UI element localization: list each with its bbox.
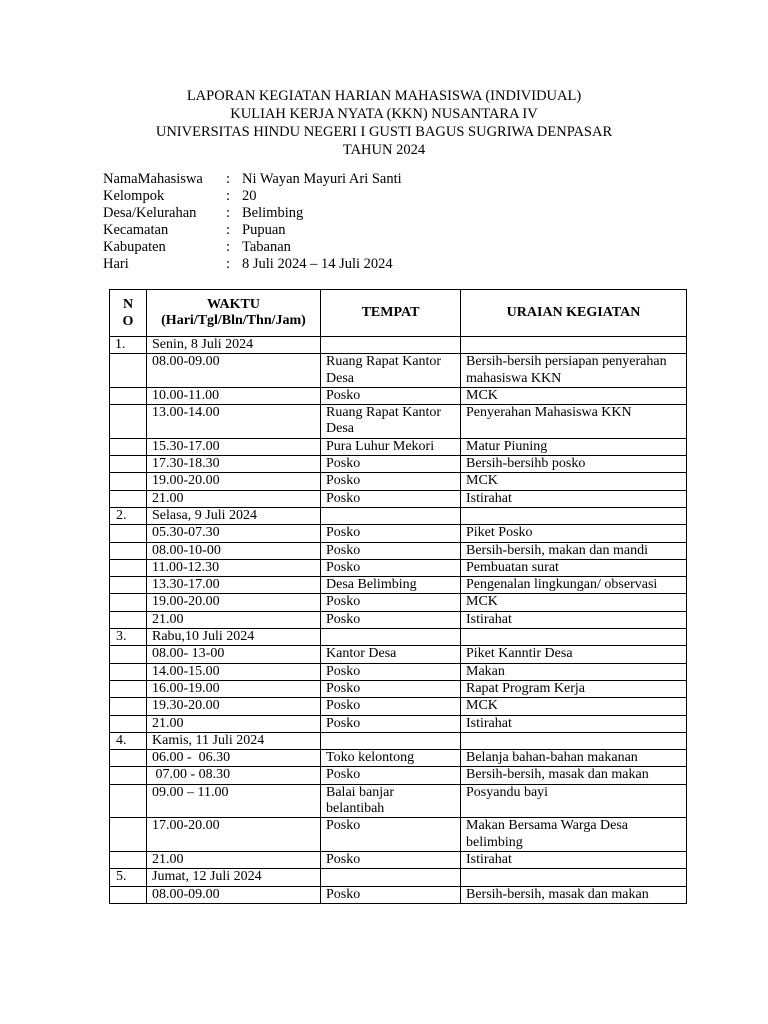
info-separator: : bbox=[226, 256, 231, 272]
cell-tempat: Posko bbox=[321, 525, 461, 542]
table-row bbox=[110, 405, 687, 439]
cell-no bbox=[110, 646, 147, 663]
info-separator: : bbox=[226, 205, 231, 221]
cell-uraian: Piket Kanntir Desa bbox=[461, 646, 687, 663]
cell-no bbox=[110, 387, 147, 404]
cell-waktu: 19.30-20.00 bbox=[147, 698, 321, 715]
table-body bbox=[110, 337, 687, 904]
cell-no bbox=[110, 750, 147, 767]
cell-no bbox=[110, 542, 147, 559]
info-value: Belimbing bbox=[242, 205, 304, 221]
cell-tempat: Posko bbox=[321, 680, 461, 697]
cell-waktu: 14.00-15.00 bbox=[147, 663, 321, 680]
cell-uraian bbox=[461, 507, 687, 524]
info-value: 20 bbox=[242, 188, 257, 204]
cell-uraian: Istirahat bbox=[461, 851, 687, 868]
info-label: NamaMahasiswa bbox=[103, 171, 203, 187]
table-row-day bbox=[110, 337, 687, 354]
cell-uraian: Bersih-bersihb posko bbox=[461, 456, 687, 473]
cell-uraian: Istirahat bbox=[461, 490, 687, 507]
cell-waktu: 08.00-09.00 bbox=[147, 354, 321, 388]
student-info bbox=[103, 171, 402, 273]
info-separator: : bbox=[226, 222, 231, 238]
info-row-name bbox=[103, 171, 402, 188]
cell-waktu: Rabu,10 Juli 2024 bbox=[147, 629, 321, 646]
table-row bbox=[110, 611, 687, 628]
info-separator: : bbox=[226, 239, 231, 255]
table-row bbox=[110, 818, 687, 852]
cell-waktu: Jumat, 12 Juli 2024 bbox=[147, 869, 321, 886]
cell-uraian: Posyandu bayi bbox=[461, 784, 687, 818]
header-program: KULIAH KERJA NYATA (KKN) NUSANTARA IV bbox=[230, 106, 538, 122]
column-header-no-line1: N bbox=[122, 297, 134, 312]
header-university: UNIVERSITAS HINDU NEGERI I GUSTI BAGUS SUGRIWA DENPASAR bbox=[155, 124, 613, 140]
table-row bbox=[110, 559, 687, 576]
column-header-waktu-line2: (Hari/Tgl/Bln/Thn/Jam) bbox=[161, 313, 306, 328]
cell-tempat: Posko bbox=[321, 698, 461, 715]
table-row bbox=[110, 750, 687, 767]
cell-waktu: 10.00-11.00 bbox=[147, 387, 321, 404]
column-header-waktu-line1: WAKTU bbox=[207, 296, 260, 312]
cell-no bbox=[110, 886, 147, 903]
cell-waktu: 07.00 - 08.30 bbox=[147, 767, 321, 784]
cell-tempat: Toko kelontong bbox=[321, 750, 461, 767]
cell-no bbox=[110, 784, 147, 818]
cell-waktu: 21.00 bbox=[147, 715, 321, 732]
cell-tempat: Posko bbox=[321, 542, 461, 559]
cell-tempat: Pura Luhur Mekori bbox=[321, 438, 461, 455]
cell-tempat: Posko bbox=[321, 473, 461, 490]
cell-tempat: Posko bbox=[321, 611, 461, 628]
cell-uraian bbox=[461, 869, 687, 886]
cell-uraian: Makan Bersama Warga Desa belimbing bbox=[461, 818, 687, 852]
cell-uraian: Bersih-bersih, masak dan makan bbox=[461, 767, 687, 784]
info-value: 8 Juli 2024 – 14 Juli 2024 bbox=[242, 256, 393, 272]
cell-tempat: Desa Belimbing bbox=[321, 577, 461, 594]
cell-tempat: Posko bbox=[321, 851, 461, 868]
cell-waktu: 21.00 bbox=[147, 611, 321, 628]
info-value: Tabanan bbox=[242, 239, 291, 255]
table-row-day bbox=[110, 869, 687, 886]
cell-waktu: 11.00-12.30 bbox=[147, 559, 321, 576]
cell-waktu: 16.00-19.00 bbox=[147, 680, 321, 697]
info-separator: : bbox=[226, 171, 231, 187]
table-row bbox=[110, 886, 687, 903]
table-row bbox=[110, 594, 687, 611]
cell-no bbox=[110, 851, 147, 868]
cell-uraian bbox=[461, 732, 687, 749]
cell-uraian: MCK bbox=[461, 698, 687, 715]
table-header bbox=[110, 290, 687, 337]
info-value: Pupuan bbox=[242, 222, 286, 238]
table-row bbox=[110, 473, 687, 490]
info-row-village bbox=[103, 205, 402, 222]
cell-no bbox=[110, 577, 147, 594]
cell-tempat bbox=[321, 629, 461, 646]
table-row-day bbox=[110, 629, 687, 646]
report-header bbox=[0, 87, 768, 159]
cell-no: 2. bbox=[110, 507, 147, 524]
cell-no bbox=[110, 818, 147, 852]
column-header-tempat: TEMPAT bbox=[321, 290, 461, 337]
info-label: Hari bbox=[103, 256, 129, 272]
cell-no bbox=[110, 525, 147, 542]
table-header-row bbox=[110, 290, 687, 337]
cell-waktu: 19.00-20.00 bbox=[147, 473, 321, 490]
header-title: LAPORAN KEGIATAN HARIAN MAHASISWA (INDIVIDUAL) bbox=[186, 88, 582, 104]
cell-waktu: 15.30-17.00 bbox=[147, 438, 321, 455]
cell-tempat: Posko bbox=[321, 387, 461, 404]
info-label: Kabupaten bbox=[103, 239, 166, 255]
info-label: Kelompok bbox=[103, 188, 165, 204]
cell-tempat: Ruang Rapat Kantor Desa bbox=[321, 354, 461, 388]
table-row bbox=[110, 646, 687, 663]
table-row bbox=[110, 490, 687, 507]
info-row-days bbox=[103, 256, 402, 273]
cell-tempat: Posko bbox=[321, 663, 461, 680]
cell-waktu: 17.30-18.30 bbox=[147, 456, 321, 473]
cell-uraian: Istirahat bbox=[461, 715, 687, 732]
cell-uraian: Istirahat bbox=[461, 611, 687, 628]
cell-uraian: Penyerahan Mahasiswa KKN bbox=[461, 405, 687, 439]
cell-waktu: 06.00 - 06.30 bbox=[147, 750, 321, 767]
cell-uraian: Bersih-bersih persiapan penyerahan mahasiswa KKN bbox=[461, 354, 687, 388]
cell-waktu: 08.00-09.00 bbox=[147, 886, 321, 903]
cell-waktu: Selasa, 9 Juli 2024 bbox=[147, 507, 321, 524]
cell-uraian: Piket Posko bbox=[461, 525, 687, 542]
cell-tempat bbox=[321, 732, 461, 749]
cell-no bbox=[110, 490, 147, 507]
cell-uraian: MCK bbox=[461, 473, 687, 490]
cell-no: 3. bbox=[110, 629, 147, 646]
cell-no bbox=[110, 663, 147, 680]
cell-tempat bbox=[321, 869, 461, 886]
cell-no: 4. bbox=[110, 732, 147, 749]
cell-tempat: Posko bbox=[321, 490, 461, 507]
cell-uraian: Makan bbox=[461, 663, 687, 680]
cell-uraian: Pembuatan surat bbox=[461, 559, 687, 576]
info-row-group bbox=[103, 188, 402, 205]
cell-waktu: 13.30-17.00 bbox=[147, 577, 321, 594]
cell-waktu: 17.00-20.00 bbox=[147, 818, 321, 852]
cell-uraian: Matur Piuning bbox=[461, 438, 687, 455]
cell-no bbox=[110, 405, 147, 439]
cell-no: 5. bbox=[110, 869, 147, 886]
cell-no bbox=[110, 559, 147, 576]
cell-uraian: MCK bbox=[461, 594, 687, 611]
cell-uraian: Rapat Program Kerja bbox=[461, 680, 687, 697]
column-header-no-line2: O bbox=[122, 314, 134, 329]
table-row bbox=[110, 542, 687, 559]
info-separator: : bbox=[226, 188, 231, 204]
info-value: Ni Wayan Mayuri Ari Santi bbox=[242, 171, 402, 187]
cell-waktu: 21.00 bbox=[147, 490, 321, 507]
column-header-uraian: URAIAN KEGIATAN bbox=[461, 290, 687, 337]
table-row bbox=[110, 715, 687, 732]
cell-waktu: 08.00- 13-00 bbox=[147, 646, 321, 663]
cell-tempat: Posko bbox=[321, 559, 461, 576]
cell-no bbox=[110, 715, 147, 732]
table-row bbox=[110, 525, 687, 542]
cell-tempat: Posko bbox=[321, 767, 461, 784]
cell-waktu: 05.30-07.30 bbox=[147, 525, 321, 542]
cell-no bbox=[110, 473, 147, 490]
table-row bbox=[110, 663, 687, 680]
cell-waktu: 19.00-20.00 bbox=[147, 594, 321, 611]
cell-waktu: 08.00-10-00 bbox=[147, 542, 321, 559]
cell-uraian: MCK bbox=[461, 387, 687, 404]
activity-table bbox=[109, 289, 687, 904]
table-row bbox=[110, 354, 687, 388]
cell-no: 1. bbox=[110, 337, 147, 354]
cell-no bbox=[110, 354, 147, 388]
cell-no bbox=[110, 611, 147, 628]
cell-uraian: Pengenalan lingkungan/ observasi bbox=[461, 577, 687, 594]
cell-tempat: Posko bbox=[321, 456, 461, 473]
cell-waktu: 09.00 – 11.00 bbox=[147, 784, 321, 818]
cell-no bbox=[110, 456, 147, 473]
table-row bbox=[110, 698, 687, 715]
cell-uraian: Bersih-bersih, masak dan makan bbox=[461, 886, 687, 903]
cell-tempat: Posko bbox=[321, 594, 461, 611]
cell-tempat bbox=[321, 507, 461, 524]
info-row-regency bbox=[103, 239, 402, 256]
column-header-no bbox=[110, 290, 147, 337]
table-row bbox=[110, 577, 687, 594]
cell-waktu: Senin, 8 Juli 2024 bbox=[147, 337, 321, 354]
cell-uraian: Belanja bahan-bahan makanan bbox=[461, 750, 687, 767]
table-row bbox=[110, 438, 687, 455]
column-header-waktu bbox=[147, 290, 321, 337]
table-row bbox=[110, 851, 687, 868]
table-row bbox=[110, 387, 687, 404]
cell-no bbox=[110, 698, 147, 715]
cell-waktu: Kamis, 11 Juli 2024 bbox=[147, 732, 321, 749]
table-row bbox=[110, 456, 687, 473]
cell-tempat: Balai banjar belantibah bbox=[321, 784, 461, 818]
cell-uraian bbox=[461, 629, 687, 646]
cell-tempat: Kantor Desa bbox=[321, 646, 461, 663]
table-row-day bbox=[110, 507, 687, 524]
cell-uraian: Bersih-bersih, makan dan mandi bbox=[461, 542, 687, 559]
header-year: TAHUN 2024 bbox=[342, 142, 426, 158]
cell-uraian bbox=[461, 337, 687, 354]
cell-no bbox=[110, 680, 147, 697]
cell-no bbox=[110, 438, 147, 455]
cell-waktu: 13.00-14.00 bbox=[147, 405, 321, 439]
cell-tempat: Posko bbox=[321, 886, 461, 903]
info-label: Desa/Kelurahan bbox=[103, 205, 197, 221]
cell-no bbox=[110, 594, 147, 611]
cell-tempat: Posko bbox=[321, 818, 461, 852]
cell-tempat: Posko bbox=[321, 715, 461, 732]
cell-no bbox=[110, 767, 147, 784]
table-row bbox=[110, 680, 687, 697]
table-row bbox=[110, 767, 687, 784]
cell-tempat: Ruang Rapat Kantor Desa bbox=[321, 405, 461, 439]
info-label: Kecamatan bbox=[103, 222, 169, 238]
cell-tempat bbox=[321, 337, 461, 354]
table-row-day bbox=[110, 732, 687, 749]
cell-waktu: 21.00 bbox=[147, 851, 321, 868]
info-row-district bbox=[103, 222, 402, 239]
table-row bbox=[110, 784, 687, 818]
